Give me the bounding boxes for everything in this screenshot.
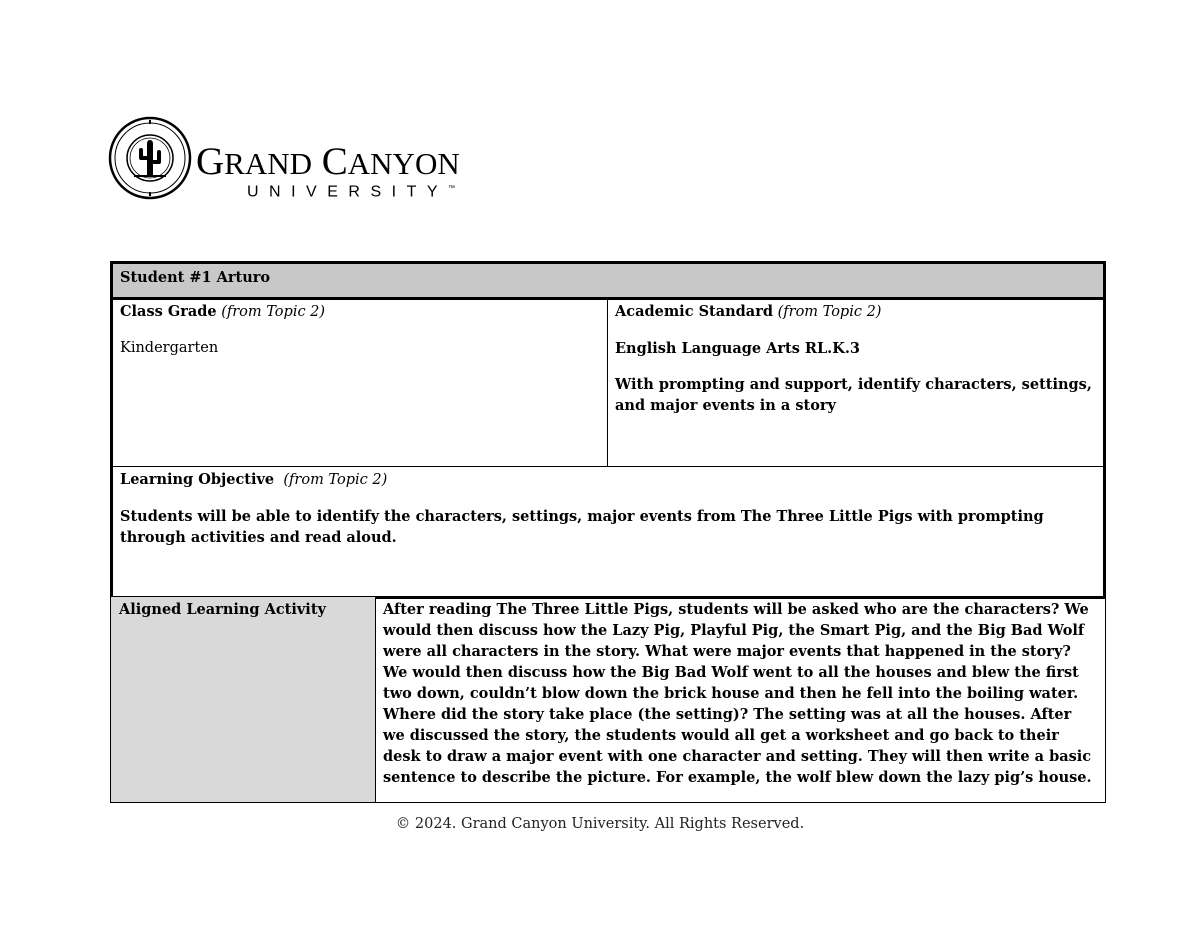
student-header: Student #1 Arturo [110, 261, 1106, 300]
learning-objective-text: Students will be able to identify the characters, settings, major events from The Three Little Pigs with prompting through activities and read aloud. [120, 508, 1044, 546]
aligned-activity-label: Aligned Learning Activity [119, 601, 326, 618]
academic-standard-label: Academic Standard [615, 303, 773, 320]
copyright-footer: © 2024. Grand Canyon University. All Rights Reserved. [395, 816, 805, 832]
logo-wordmark: GRAND CANYON [196, 140, 460, 183]
logo-subtitle: UNIVERSITY™ [247, 183, 456, 201]
class-grade-cell [110, 299, 608, 467]
learning-objective-label: Learning Objective [120, 471, 275, 488]
class-grade-source: (from Topic 2) [221, 304, 326, 320]
learning-objective-source: (from Topic 2) [283, 472, 388, 488]
learning-objective-cell [110, 466, 1106, 599]
class-grade-label: Class Grade [120, 303, 217, 320]
academic-standard-description: With prompting and support, identify characters, settings, and major events in a story [615, 376, 1092, 414]
university-seal-icon [108, 116, 192, 200]
university-logo [108, 116, 478, 202]
aligned-activity-text: After reading The Three Little Pigs, students will be asked who are the characters? We would then discuss how the Lazy Pig, Playful Pig, the Smart Pig, and the Big Bad Wolf were all characters in the story. What were major events that happened in the story? We would then discuss how the Big Bad Wolf went to all the houses and blew the first two down, couldn’t blow down the brick house and then he fell into the boiling water. Where did the story take place (the setting)? The setting was at all the houses. After we discussed the story, the students would all get a worksheet and go back to their desk to draw a major event with one character and setting. They will then write a basic sentence to describe the picture. For example, the wolf blew down the lazy pig’s house. [383, 601, 1092, 786]
aligned-activity-label-cell [110, 597, 376, 803]
academic-standard-code: English Language Arts RL.K.3 [615, 340, 860, 357]
academic-standard-cell [607, 299, 1106, 467]
aligned-activity-text-cell [375, 597, 1106, 803]
academic-standard-source: (from Topic 2) [777, 304, 882, 320]
class-grade-value: Kindergarten [120, 340, 219, 356]
